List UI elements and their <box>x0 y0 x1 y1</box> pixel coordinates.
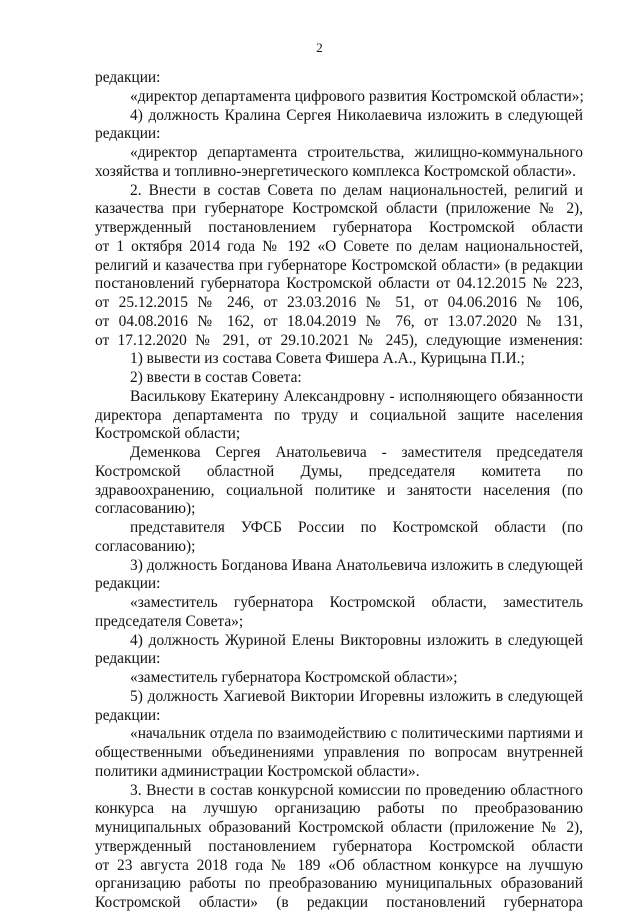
text-line: редакции: <box>95 650 161 668</box>
text-line: Деменкова Сергея Анатольевича - заместителя председателя <box>130 444 583 461</box>
text-line: Костромской области» (в редакции постановлений губернатора <box>95 894 583 911</box>
text-line: религий и казачества при губернаторе Костромской области» (в редакции <box>95 256 583 274</box>
text-line: 2. Внести в состав Совета по делам национальностей, религий и <box>130 181 583 199</box>
text-line: организацию работы по преобразованию муниципальных образований <box>95 875 583 893</box>
text-line: 2) ввести в состав Совета: <box>130 369 302 386</box>
text-line: директора департамента по труду и социальной защите населения <box>95 406 583 424</box>
text-line: казачества при губернаторе Костромской области (приложение № 2), <box>95 200 583 218</box>
text-line: 1) вывести из состава Совета Фишера А.А., Курицына П.И.; <box>130 350 525 368</box>
text-line: 4) должность Журиной Елены Викторовны изложить в следующей <box>130 631 583 649</box>
text-line: «заместитель губернатора Костромской области, заместитель <box>130 594 583 611</box>
text-line: «директор департамента строительства, жилищно-коммунального <box>130 144 583 161</box>
text-line: общественными объединениями управления по вопросам внутренней <box>95 744 583 761</box>
text-line: согласованию); <box>95 537 196 555</box>
text-line: от 25.12.2015 № 246, от 23.03.2016 № 51, от 04.06.2016 № 106, <box>95 294 583 311</box>
text-line: хозяйства и топливно-энергетического комплекса Костромской области». <box>95 162 577 180</box>
page-number: 2 <box>316 40 323 55</box>
text-line: 4) должность Кралина Сергея Николаевича изложить в следующей <box>130 106 583 124</box>
text-line: здравоохранению, социальной политике и занятости населения (по <box>95 481 583 499</box>
text-line: конкурса на лучшую организацию работы по преобразованию <box>95 800 583 818</box>
text-line: от 17.12.2020 № 291, от 29.10.2021 № 245), следующие изменения: <box>95 331 583 349</box>
text-line: «начальник отдела по взаимодействию с политическими партиями и <box>130 725 583 743</box>
text-line: Василькову Екатерину Александровну - исполняющего обязанности <box>130 387 583 405</box>
text-line: 5) должность Хагиевой Виктории Игоревны изложить в следующей <box>130 687 583 705</box>
text-line: редакции: <box>95 575 161 593</box>
text-line: 3) должность Богданова Ивана Анатольевича изложить в следующей <box>130 556 583 574</box>
text-line: Костромской областной Думы, председателя комитета по <box>95 462 583 480</box>
text-line: редакции: <box>95 125 161 143</box>
text-line: от 1 октября 2014 года № 192 «О Совете по делам национальностей, <box>95 237 583 255</box>
text-line: «заместитель губернатора Костромской области»; <box>130 669 458 686</box>
text-line: утвержденный постановлением губернатора Костромской области <box>95 219 583 236</box>
text-line: постановлений губернатора Костромской области от 04.12.2015 № 223, <box>95 275 583 293</box>
text-line: 3. Внести в состав конкурсной комиссии по проведению областного <box>130 781 583 799</box>
text-line: редакции: <box>95 69 161 86</box>
text-line: председателя Совета»; <box>95 612 244 630</box>
text-line: «директор департамента цифрового развития Костромской области»; <box>130 87 584 105</box>
text-line: от 23 августа 2018 года № 189 «Об областном конкурсе на лучшую <box>95 856 583 874</box>
text-line: редакции: <box>95 706 161 724</box>
text-line: муниципальных образований Костромской области (приложение № 2), <box>95 819 583 836</box>
text-line: политики администрации Костромской области». <box>95 762 420 780</box>
text-line: от 04.08.2016 № 162, от 18.04.2019 № 76, от 13.07.2020 № 131, <box>95 312 583 330</box>
text-line: согласованию); <box>95 500 196 518</box>
text-line: Костромской области; <box>95 425 241 443</box>
text-line: представителя УФСБ России по Костромской области (по <box>130 519 583 536</box>
text-line: утвержденный постановлением губернатора Костромской области <box>95 837 583 855</box>
